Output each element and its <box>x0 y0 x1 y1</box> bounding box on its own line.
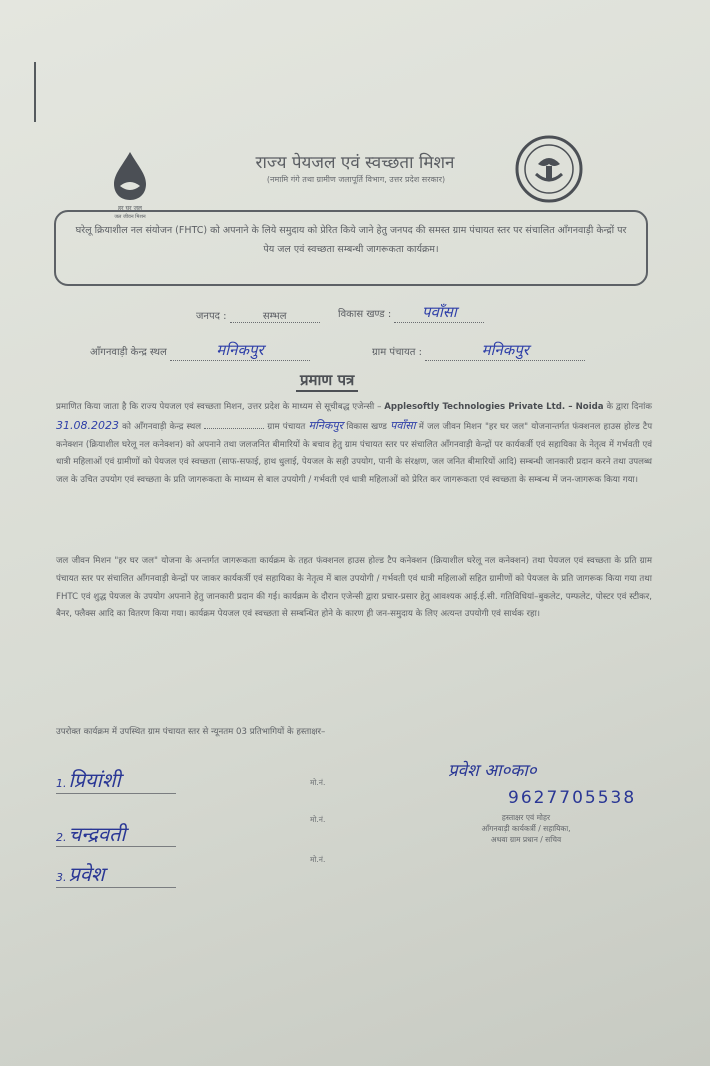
up-government-seal <box>514 134 584 204</box>
centre-label: आँगनवाड़ी केन्द्र स्थल <box>90 347 167 358</box>
worker-phone: 9627705538 <box>508 788 637 808</box>
para1-part-b: के द्वारा दिनांक <box>606 402 653 412</box>
para1-part-e: विकास खण्ड <box>346 421 387 432</box>
certificate-paragraph-2: जल जीवन मिशन "हर घर जल" योजना के अन्तर्गत जागरूकता कार्यक्रम के तहत फंक्शनल हाउस होल्ड टैप कनेक्शन (क्रियाशील घरेलू नल कनेक्शन) तथा पेयजल एवं स्वच्छता के प्रति ग्राम पंचायत स्तर पर संचालित आँगनवाड़ी केन्द्रों पर जाकर कार्यकर्त्री एवं सहायिका के नेतृत्व में बाल उपयोगी / गर्भवती एवं धात्री महिलाओं सहित ग्रामीणों को पेयजल के प्रति जागरूक किया गया तथा FHTC एवं शुद्ध पेयजल के उपयोग अपनाने हेतु जानकारी प्रदान की गई। कार्यक्रम के दौरान एजेन्सी द्वारा प्रचार-प्रसार हेतु आवश्यक आई.ई.सी. गतिविधियां–बुकलेट, पम्फलेट, पोस्टर एवं स्टीकर, बैनर, फ्लैक्स आदि का वितरण किया गया। कार्यक्रम पेयजल एवं स्वच्छता से सम्बन्धित होने के कारण ही जन-समुदाय के लिए अत्यन्त उपयोगी एवं सार्थक रहा। <box>56 556 652 620</box>
agency-name: Applesoftly Technologies Private Ltd. – Noida <box>384 402 604 412</box>
program-box <box>54 210 648 286</box>
signature-name: प्रवेश <box>68 862 105 886</box>
para1-part-a: प्रमाणित किया जाता है कि राज्य पेयजल एवं स्वच्छता मिशन, उत्तर प्रदेश के माध्यम से सूचीबद्ध एजेन्सी – <box>56 402 382 412</box>
mobile-label-3: मो.नं. <box>310 855 326 864</box>
district-field <box>196 308 320 323</box>
centre-field <box>90 340 310 361</box>
certificate-paragraph-1 <box>56 399 652 490</box>
mission-subtitle: (नमामि गंगे तथा ग्रामीण जलापूर्ति विभाग, उत्तर प्रदेश सरकार) <box>266 175 446 184</box>
participant-signature-3 <box>56 860 105 887</box>
para1-part-c: को आँगनवाड़ी केन्द्र स्थल <box>122 421 202 432</box>
signature-number: 2. <box>56 831 67 844</box>
para1-block: पवाँसा <box>390 418 416 432</box>
participant-signature-1 <box>56 766 121 793</box>
signature-name: चन्द्रवती <box>68 822 126 846</box>
worker-signature-label: हस्ताक्षर एवं मोहर आँगनवाड़ी कार्यकर्त्री / सहायिका, अथवा ग्राम प्रधान / सचिव <box>481 813 571 844</box>
district-label: जनपद : <box>196 311 227 322</box>
signature-number: 1. <box>56 777 67 790</box>
panchayat-field <box>372 340 585 361</box>
mission-title: राज्य पेयजल एवं स्वच्छता मिशन <box>255 153 455 173</box>
signature-line <box>56 887 176 888</box>
program-date: 31.08.2023 <box>56 418 119 432</box>
attendance-note: उपरोक्त कार्यक्रम में उपस्थित ग्राम पंचायत स्तर से न्यूनतम 03 प्रतिभागियों के हस्ताक्षर– <box>56 727 326 737</box>
participant-signature-2 <box>56 820 126 847</box>
panchayat-label: ग्राम पंचायत : <box>372 347 423 358</box>
certificate-title: प्रमाण पत्र <box>296 370 358 392</box>
panchayat-value: मनिकपुर <box>425 340 585 361</box>
page-fold-mark <box>34 62 36 122</box>
block-value: पवाँसा <box>394 302 484 323</box>
centre-value: मनिकपुर <box>170 340 310 361</box>
para1-part-d: ग्राम पंचायत <box>267 421 306 432</box>
signature-number: 3. <box>56 871 67 884</box>
para1-panchayat: मनिकपुर <box>308 418 344 432</box>
worker-signature: प्रवेश आ०का० <box>448 761 537 781</box>
logo-subcaption: जल जीवन मिशन <box>114 214 146 220</box>
mobile-label-2: मो.नं. <box>310 815 326 824</box>
mobile-label-1: मो.नं. <box>310 778 326 787</box>
district-value: सम्भल <box>230 308 320 323</box>
para1-part-f: में जल जीवन मिशन "हर घर जल" योजनान्तर्गत फंक्शनल हाउस होल्ड टैप कनेक्शन (क्रियाशील घरेलू नल कनेक्शन) को अपनाने तथा जलजनित बीमारियों के बचाव हेतु ग्राम पंचायत स्तर पर संचालित आँगनवाड़ी केन्द्रों पर कार्यकर्त्री एवं सहायिका के नेतृत्व में गर्भवती एवं धात्री महिलाओं एवं ग्रामीणों को पेयजल एवं स्वच्छता (साफ-सफाई, हाथ धुलाई, पेयजल के सही उपयोग, पानी के संरक्षण, जल जनित बीमारियों आदि) सम्बन्धी जानकारी प्रदान करने तथा उपलब्ध जल के उचित उपयोग एवं स्वच्छता के प्रति जागरूकता के माध्यम से बाल उपयोगी / गर्भवती एवं धात्री महिलाओं को प्रेरित कर जागरूकता एवं स्वच्छता के सम्बन्ध में जन-जागरूक किया गया। <box>56 421 653 486</box>
signature-line <box>56 846 176 847</box>
block-field <box>338 302 484 323</box>
signature-line <box>56 793 176 794</box>
program-description: घरेलू क्रियाशील नल संयोजन (FHTC) को अपनाने के लिये समुदाय को प्रेरित किये जाने हेतु जनपद की समस्त ग्राम पंचायत स्तर पर संचालित आँगनवाड़ी केन्द्रों पर पेय जल एवं स्वच्छता सम्बन्धी जागरूकता कार्यक्रम। <box>75 225 627 255</box>
block-label: विकास खण्ड : <box>338 309 392 320</box>
logo-caption: हर घर जल <box>118 205 142 212</box>
signature-name: प्रियांशी <box>68 768 121 792</box>
